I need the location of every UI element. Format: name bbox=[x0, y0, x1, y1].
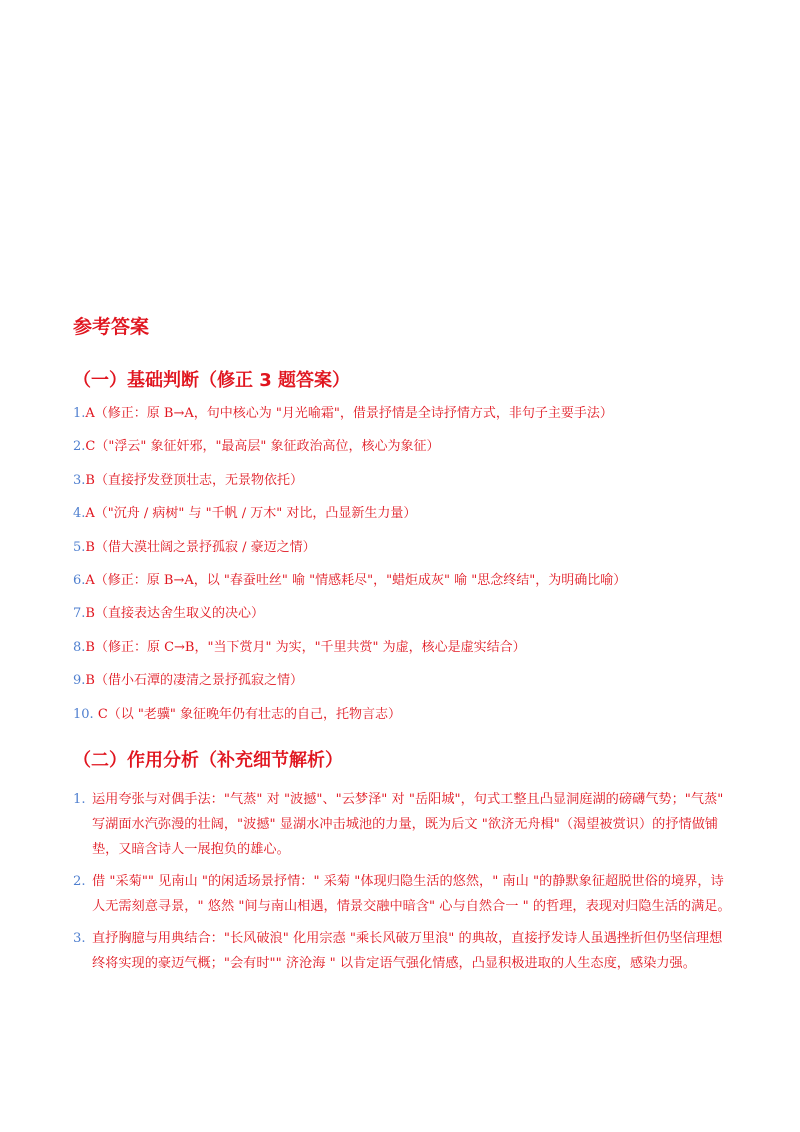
item-text: B（直接表达舍生取义的决心） bbox=[85, 606, 264, 622]
item-text: 运用夸张与对偶手法："气蒸" 对 "波撼"、"云梦泽" 对 "岳阳城"，句式工整且凸显洞庭湖的磅礴气势；"气蒸" 写湖面水汽弥漫的壮阔，"波撼" 显湖水冲击城池的力量，既为后文 "欲济无舟楫"（渴望被赏识）的抒情做铺垫，又暗含诗人一展抱负的雄心。 bbox=[92, 792, 724, 857]
answer-list-function-analysis bbox=[73, 787, 733, 983]
item-text: A（修正：原 B→A，以 "春蚕吐丝" 喻 "情感耗尽"，"蜡炬成灰" 喻 "思念终结"，为明确比喻） bbox=[85, 572, 627, 588]
list-item bbox=[73, 869, 733, 919]
list-item bbox=[73, 926, 733, 976]
item-number: 1. bbox=[73, 792, 86, 807]
list-item bbox=[73, 636, 753, 669]
item-number: 7. bbox=[73, 606, 86, 622]
answer-list-basic-judgment bbox=[73, 402, 753, 736]
item-number: 2. bbox=[73, 439, 86, 455]
section-heading-basic-judgment: （一）基础判断（修正 3 题答案） bbox=[73, 370, 351, 391]
item-number: 10. bbox=[73, 706, 94, 722]
item-text: 直抒胸臆与用典结合："长风破浪" 化用宗悫 "乘长风破万里浪" 的典故，直接抒发诗人虽遇挫折但仍坚信理想终将实现的豪迈气概；"会有时"" 济沧海 " 以肯定语气强化情感，凸显积极进取的人生态度，感染力强。 bbox=[92, 931, 723, 971]
item-text: B（修正：原 C→B，"当下赏月" 为实，"千里共赏" 为虚，核心是虚实结合） bbox=[85, 639, 526, 655]
list-item bbox=[73, 402, 753, 435]
list-item bbox=[73, 469, 753, 502]
item-number: 5. bbox=[73, 539, 86, 555]
item-number: 2. bbox=[73, 874, 86, 889]
item-text: B（借小石潭的凄清之景抒孤寂之情） bbox=[85, 673, 303, 689]
list-item bbox=[73, 703, 753, 736]
item-number: 9. bbox=[73, 673, 86, 689]
item-text: 借 "采菊"" 见南山 "的闲适场景抒情：" 采菊 "体现归隐生活的悠然，" 南山 "的静默象征超脱世俗的境界，诗人无需刻意寻景，" 悠然 "间与南山相遇，情景交融中暗含" 心与自然合一 " 的哲理，表现对归隐生活的满足。 bbox=[92, 874, 731, 914]
page-title: 参考答案 bbox=[73, 316, 150, 338]
list-item bbox=[73, 435, 753, 468]
item-number: 4. bbox=[73, 506, 86, 522]
item-text: C（"浮云" 象征奸邪，"最高层" 象征政治高位，核心为象征） bbox=[85, 439, 440, 455]
item-number: 3. bbox=[73, 931, 86, 946]
item-text: A（"沉舟 / 病树" 与 "千帆 / 万木" 对比，凸显新生力量） bbox=[85, 506, 417, 522]
item-text: C（以 "老骥" 象征晚年仍有壮志的自己，托物言志） bbox=[93, 706, 401, 722]
item-text: A（修正：原 B→A，句中核心为 "月光喻霜"，借景抒情是全诗抒情方式，非句子主要手法） bbox=[85, 406, 613, 421]
list-item bbox=[73, 669, 753, 702]
list-item bbox=[73, 602, 753, 635]
section-heading-function-analysis: （二）作用分析（补充细节解析） bbox=[73, 750, 343, 771]
item-number: 8. bbox=[73, 639, 86, 655]
list-item bbox=[73, 502, 753, 535]
item-number: 1. bbox=[73, 406, 86, 421]
item-text: B（借大漠壮阔之景抒孤寂 / 豪迈之情） bbox=[85, 539, 316, 555]
item-number: 3. bbox=[73, 472, 86, 488]
item-text: B（直接抒发登顶壮志，无景物依托） bbox=[85, 472, 303, 488]
list-item bbox=[73, 569, 753, 602]
list-item bbox=[73, 536, 753, 569]
list-item bbox=[73, 787, 733, 862]
item-number: 6. bbox=[73, 572, 86, 588]
